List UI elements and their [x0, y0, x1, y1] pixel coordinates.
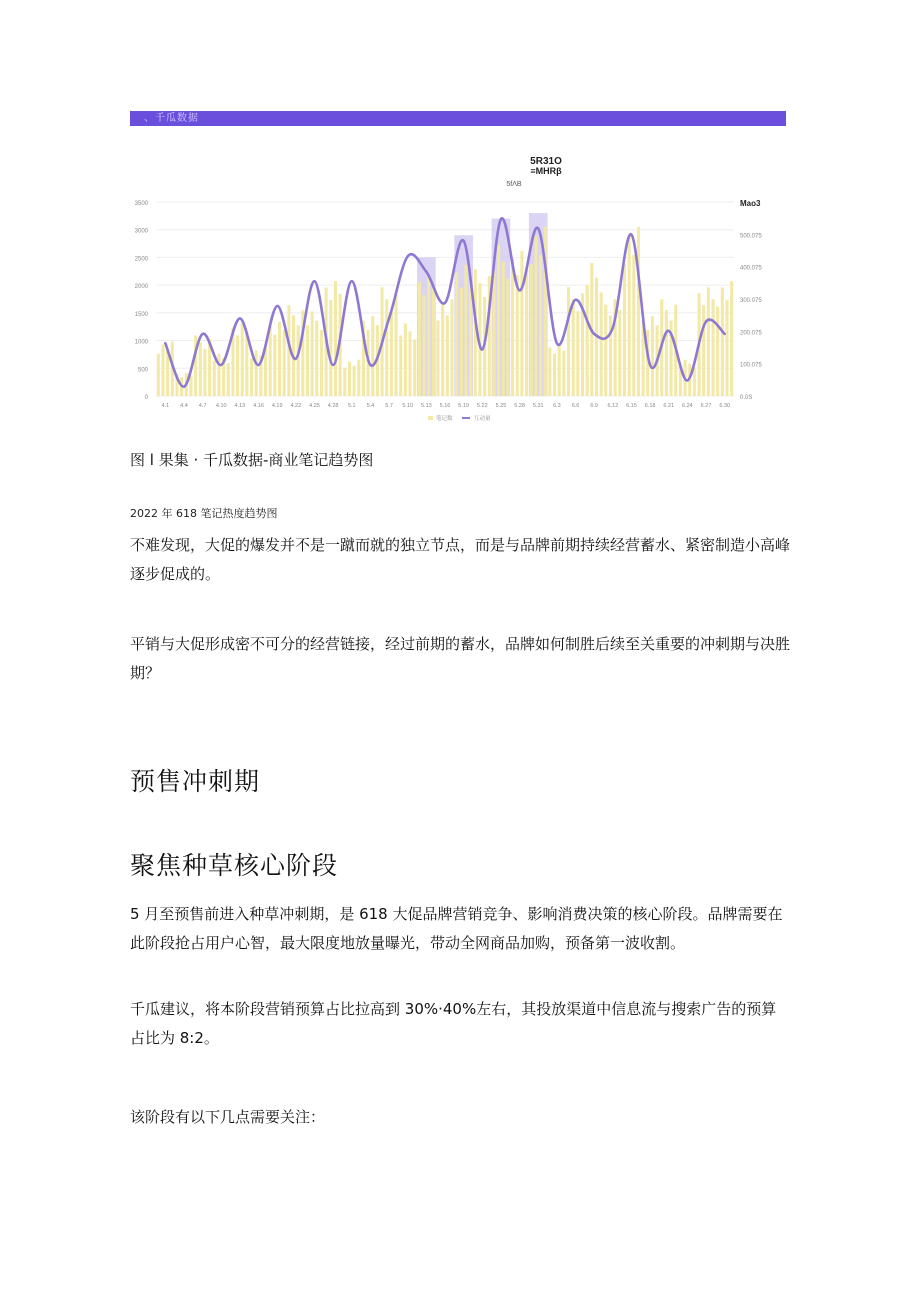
- note-count-bar: [534, 236, 537, 396]
- note-count-bar: [334, 281, 337, 396]
- note-count-bar: [628, 236, 631, 396]
- note-count-bar: [516, 275, 519, 396]
- left-axis-tick-label: 3000: [134, 228, 148, 235]
- legend-label-interaction: 互动量: [474, 416, 491, 422]
- chart-title: 5R31O: [530, 156, 562, 167]
- note-count-bar: [353, 366, 356, 396]
- x-axis-tick-label: 4.7: [198, 403, 207, 409]
- heading-core-stage: 聚焦种草核心阶段: [130, 851, 339, 880]
- note-count-bar: [637, 227, 640, 396]
- note-count-bar: [450, 299, 453, 396]
- note-count-bar: [311, 311, 314, 396]
- right-axis-tick-label: 0.0S: [740, 395, 753, 401]
- x-axis-tick-label: 4.22: [290, 403, 302, 409]
- paragraph-1: 不难发现，大促的爆发并不是一蹴而就的独立节点，而是与品牌前期持续经营蓄水、紧密制造小高峰逐步促成的。: [130, 536, 791, 583]
- paragraph-3: 5 月至预售前进入种草冲刺期，是 618 大促品牌营销竞争、影响消费决策的核心阶段。品牌需要在此阶段抢占用户心智，最大限度地放量曝光，带动全网商品加购，预备第一波收割。: [130, 905, 783, 952]
- x-axis-tick-label: 5.19: [458, 403, 470, 409]
- x-axis-tick-label: 6.21: [663, 403, 675, 409]
- note-count-bar: [600, 292, 603, 396]
- note-count-bar: [586, 285, 589, 396]
- section-banner: [130, 111, 786, 126]
- right-axis-title: Mao3: [740, 199, 761, 208]
- x-axis-tick-label: 5.7: [385, 403, 393, 409]
- x-axis-tick-label: 4.16: [253, 403, 264, 409]
- left-axis-tick-label: 2500: [134, 256, 148, 263]
- note-count-bar: [576, 311, 579, 396]
- right-axis-tick-label: 100.075: [740, 362, 762, 369]
- x-axis-tick-label: 4.19: [271, 403, 283, 409]
- right-axis-tick-label: 200.075: [740, 330, 762, 337]
- note-count-bar: [572, 299, 575, 396]
- note-count-bar: [395, 293, 398, 396]
- right-axis-tick-label: 400.075: [740, 265, 762, 272]
- x-axis-tick-label: 6.24: [682, 403, 693, 409]
- note-count-bar: [203, 349, 206, 396]
- figure-subcaption: 2022 年 618 笔记热度趋势图: [130, 507, 278, 520]
- note-count-bar: [250, 358, 253, 396]
- x-axis-tick-label: 5.22: [476, 403, 488, 409]
- note-count-bar: [725, 300, 728, 396]
- x-axis-tick-label: 5.4: [366, 403, 375, 409]
- note-count-bar: [502, 262, 505, 396]
- note-count-bar: [506, 278, 509, 396]
- note-count-bar: [357, 360, 360, 396]
- note-count-bar: [730, 281, 733, 396]
- note-count-bar: [161, 345, 164, 396]
- note-count-bar: [436, 321, 439, 396]
- left-axis-tick-label: 2000: [134, 284, 148, 291]
- x-axis-tick-label: 4.25: [309, 403, 320, 409]
- x-axis-tick-label: 5.31: [532, 403, 544, 409]
- note-count-bar: [702, 305, 705, 396]
- note-count-bar: [623, 264, 626, 396]
- note-count-bar: [278, 322, 281, 396]
- x-axis-tick-label: 4.1: [161, 403, 170, 409]
- x-axis-tick-label: 6.3: [553, 403, 561, 409]
- note-count-bar: [651, 316, 654, 396]
- note-count-bar: [320, 330, 323, 396]
- note-count-bar: [157, 354, 160, 396]
- note-count-bar: [492, 270, 495, 396]
- note-count-bar: [390, 311, 393, 396]
- note-count-bar: [558, 345, 561, 396]
- note-count-bar: [306, 325, 309, 396]
- note-count-bar: [567, 287, 570, 396]
- note-count-bar: [618, 310, 621, 396]
- x-axis-tick-label: 4.4: [180, 403, 188, 409]
- x-axis-tick-label: 6.27: [700, 403, 712, 409]
- note-count-bar: [497, 245, 500, 396]
- x-axis-tick-label: 5.1: [347, 403, 356, 409]
- x-axis-tick-label: 6.9: [590, 403, 598, 409]
- left-axis-tick-label: 1500: [134, 311, 148, 318]
- right-axis-tick-label: 500.075: [740, 233, 762, 240]
- x-axis-tick-label: 5.25: [495, 403, 507, 409]
- note-count-bar: [329, 300, 332, 396]
- note-count-bar: [665, 310, 668, 396]
- note-count-bar: [604, 305, 607, 396]
- note-count-bar: [273, 335, 276, 396]
- note-count-bar: [553, 354, 556, 396]
- legend-swatch-notes: [428, 416, 433, 420]
- trend-chart: [130, 150, 786, 430]
- chart-subnote: 5fΛB: [506, 181, 522, 188]
- x-axis-tick-label: 6.18: [644, 403, 656, 409]
- note-count-bar: [427, 275, 430, 396]
- note-count-bar: [189, 376, 192, 396]
- note-count-bar: [199, 342, 202, 396]
- note-count-bar: [418, 282, 421, 396]
- chart-subtitle: ≡MHRβ: [530, 166, 562, 176]
- heading-presale-sprint: 预售冲刺期: [130, 767, 261, 796]
- note-count-bar: [530, 264, 533, 396]
- x-axis-tick-label: 4.28: [327, 403, 339, 409]
- paragraph-4: 千瓜建议，将本阶段营销预算占比拉高到 30%·40%左右，其投放渠道中信息流与搜索广告的预算占比为 8:2。: [130, 1000, 777, 1047]
- note-count-bar: [269, 326, 272, 396]
- note-count-bar: [409, 331, 412, 396]
- note-count-bar: [413, 339, 416, 396]
- note-count-bar: [455, 272, 458, 396]
- note-count-bar: [255, 350, 258, 396]
- trend-chart-svg: [130, 150, 786, 430]
- note-count-bar: [241, 323, 244, 396]
- x-axis-tick-label: 5.10: [402, 403, 414, 409]
- x-axis-tick-label: 5.28: [514, 403, 525, 409]
- note-count-bar: [217, 354, 220, 396]
- x-axis-tick-label: 5.13: [420, 403, 432, 409]
- note-count-bar: [404, 323, 407, 396]
- note-count-bar: [236, 335, 239, 396]
- note-count-bar: [385, 299, 388, 396]
- note-count-bar: [525, 267, 528, 396]
- note-count-bar: [711, 299, 714, 396]
- x-axis-tick-label: 5.16: [439, 403, 451, 409]
- note-count-bar: [315, 321, 318, 396]
- note-count-bar: [716, 306, 719, 396]
- x-axis-tick-label: 6.15: [626, 403, 637, 409]
- note-count-bar: [213, 361, 216, 396]
- x-axis-tick-label: 6.30: [719, 403, 731, 409]
- note-count-bar: [422, 295, 425, 396]
- note-count-bar: [520, 251, 523, 396]
- note-count-bar: [721, 288, 724, 396]
- note-count-bar: [562, 351, 565, 396]
- note-count-bar: [371, 316, 374, 396]
- note-count-bar: [283, 330, 286, 396]
- x-axis-tick-label: 6.12: [607, 403, 619, 409]
- note-count-bar: [348, 362, 351, 396]
- x-axis-tick-label: 4.13: [234, 403, 246, 409]
- right-axis-tick-label: 300.075: [740, 298, 762, 304]
- legend-label-notes: 笔记数: [436, 416, 453, 422]
- note-count-bar: [446, 315, 449, 396]
- note-count-bar: [707, 287, 710, 396]
- note-count-bar: [432, 288, 435, 396]
- interaction-line: [165, 218, 724, 387]
- paragraph-2: 平销与大促形成密不可分的经营链接，经过前期的蓄水，品牌如何制胜后续至关重要的冲刺期与决胜期？: [130, 635, 791, 682]
- note-count-bar: [460, 288, 463, 396]
- left-axis-tick-label: 500: [137, 367, 148, 374]
- note-count-bar: [464, 265, 467, 396]
- note-count-bar: [227, 363, 230, 396]
- left-axis-tick-label: 3500: [134, 201, 148, 207]
- note-count-bar: [441, 305, 444, 396]
- note-count-bar: [511, 259, 514, 396]
- note-count-bar: [399, 335, 402, 396]
- note-count-bar: [539, 255, 542, 396]
- paragraph-5: 该阶段有以下几点需要关注：: [130, 1108, 326, 1126]
- x-axis-tick-label: 6.6: [571, 403, 580, 409]
- x-axis-tick-label: 4.10: [215, 403, 227, 409]
- banner-text: 、千瓜数据: [144, 113, 199, 124]
- left-axis-tick-label: 0: [144, 395, 148, 401]
- note-count-bar: [548, 348, 551, 396]
- note-count-bar: [297, 325, 300, 396]
- left-axis-tick-label: 1000: [134, 339, 148, 346]
- figure-caption: 图 l 果集 · 千瓜数据-商业笔记趋势图: [130, 451, 374, 469]
- note-count-bar: [343, 368, 346, 396]
- note-count-bar: [632, 255, 635, 396]
